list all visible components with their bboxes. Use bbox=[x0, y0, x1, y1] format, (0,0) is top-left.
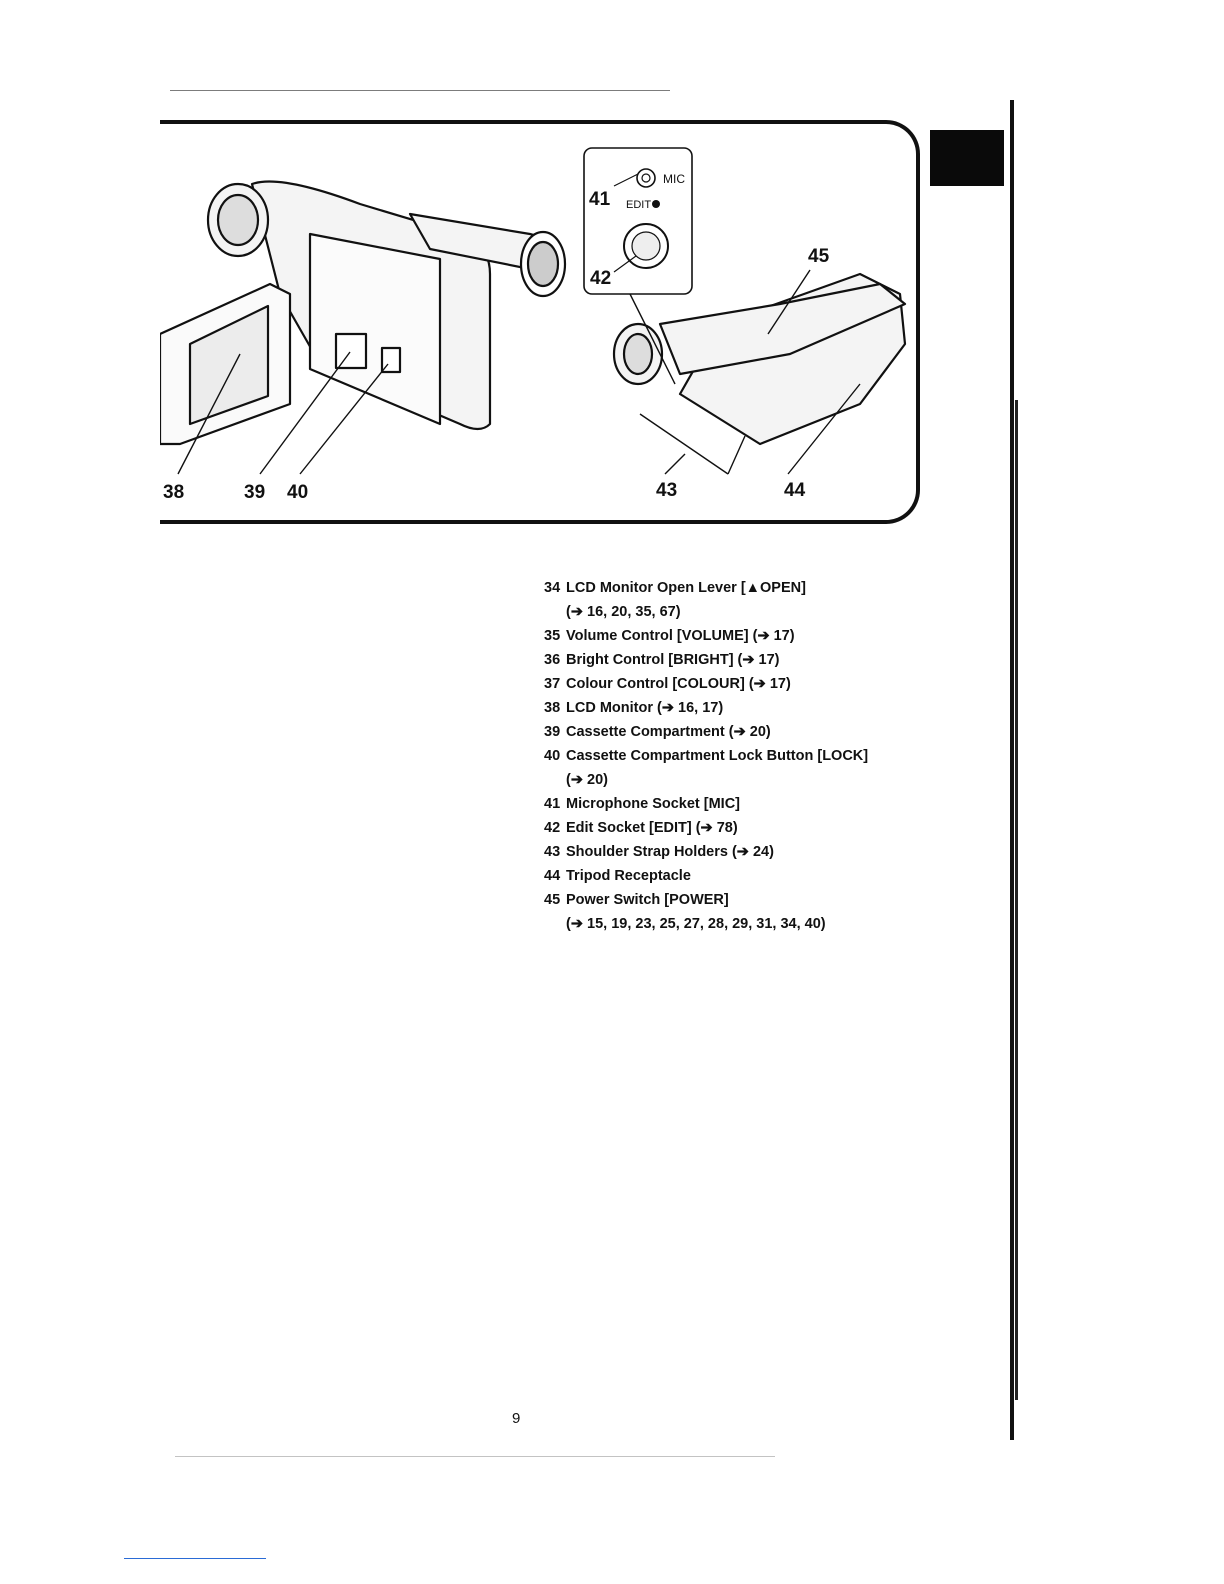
legend-item-number: 42 bbox=[544, 820, 561, 836]
legend-item bbox=[544, 816, 944, 840]
legend-item-number: 35 bbox=[544, 628, 561, 644]
legend-item bbox=[544, 864, 944, 888]
legend-item bbox=[544, 840, 944, 864]
legend-item-text: LCD Monitor (➔ 16, 17) bbox=[566, 700, 724, 716]
callout-40: 40 bbox=[287, 482, 309, 503]
legend-item bbox=[544, 624, 944, 648]
callout-39: 39 bbox=[244, 482, 266, 503]
page-number: 9 bbox=[512, 1410, 521, 1427]
legend-item-text: Bright Control [BRIGHT] (➔ 17) bbox=[566, 652, 780, 668]
footer-link-line bbox=[124, 1558, 266, 1559]
bottom-rule bbox=[175, 1456, 775, 1457]
legend-item-text: Cassette Compartment (➔ 20) bbox=[566, 724, 771, 740]
legend-item-number: 43 bbox=[544, 844, 561, 860]
callout-44: 44 bbox=[784, 480, 806, 501]
legend-item-ref: (➔ 16, 20, 35, 67) bbox=[566, 604, 681, 620]
legend-item bbox=[544, 696, 944, 720]
legend-item-number: 37 bbox=[544, 676, 561, 692]
legend-item-number: 45 bbox=[544, 892, 561, 908]
legend-item-text: Tripod Receptacle bbox=[566, 868, 691, 884]
legend-item bbox=[544, 744, 944, 792]
callout-41: 41 bbox=[589, 189, 611, 210]
camcorder-illustration bbox=[160, 124, 920, 520]
legend-item-number: 40 bbox=[544, 748, 561, 764]
parts-legend bbox=[544, 576, 944, 936]
edit-dot-icon bbox=[652, 200, 660, 208]
legend-item-text: Microphone Socket [MIC] bbox=[566, 796, 741, 812]
legend-item-number: 39 bbox=[544, 724, 561, 740]
legend-item bbox=[544, 672, 944, 696]
legend-item-number: 38 bbox=[544, 700, 561, 716]
inset-edit-label: EDIT bbox=[626, 199, 660, 211]
legend-item bbox=[544, 648, 944, 672]
legend-item-text: Edit Socket [EDIT] (➔ 78) bbox=[566, 820, 738, 836]
legend-item-text: Shoulder Strap Holders (➔ 24) bbox=[566, 844, 774, 860]
camera-left-panel bbox=[310, 234, 440, 424]
legend-item bbox=[544, 888, 944, 936]
callout-45: 45 bbox=[808, 246, 830, 267]
legend-item bbox=[544, 792, 944, 816]
callout-38: 38 bbox=[163, 482, 185, 503]
legend-item-text: LCD Monitor Open Lever [▲OPEN] bbox=[566, 580, 806, 596]
legend-item-ref: (➔ 20) bbox=[566, 772, 608, 788]
callout-42: 42 bbox=[590, 268, 612, 289]
top-rule bbox=[170, 90, 670, 91]
inset-mic-label: MIC bbox=[663, 172, 685, 186]
legend-item-number: 41 bbox=[544, 796, 561, 812]
legend-item-ref: (➔ 15, 19, 23, 25, 27, 28, 29, 31, 34, 40) bbox=[566, 916, 826, 932]
legend-item-number: 36 bbox=[544, 652, 561, 668]
legend-item-text: Cassette Compartment Lock Button [LOCK] bbox=[566, 748, 869, 764]
legend-item bbox=[544, 720, 944, 744]
legend-item-number: 44 bbox=[544, 868, 561, 884]
legend-item-text: Power Switch [POWER] bbox=[566, 892, 729, 908]
legend-item bbox=[544, 576, 944, 624]
legend-item-number: 34 bbox=[544, 580, 561, 596]
binding-edge bbox=[1006, 100, 1024, 1440]
callout-43: 43 bbox=[656, 480, 678, 501]
section-tab bbox=[930, 130, 1004, 186]
legend-item-text: Volume Control [VOLUME] (➔ 17) bbox=[566, 628, 795, 644]
legend-item-text: Colour Control [COLOUR] (➔ 17) bbox=[566, 676, 791, 692]
